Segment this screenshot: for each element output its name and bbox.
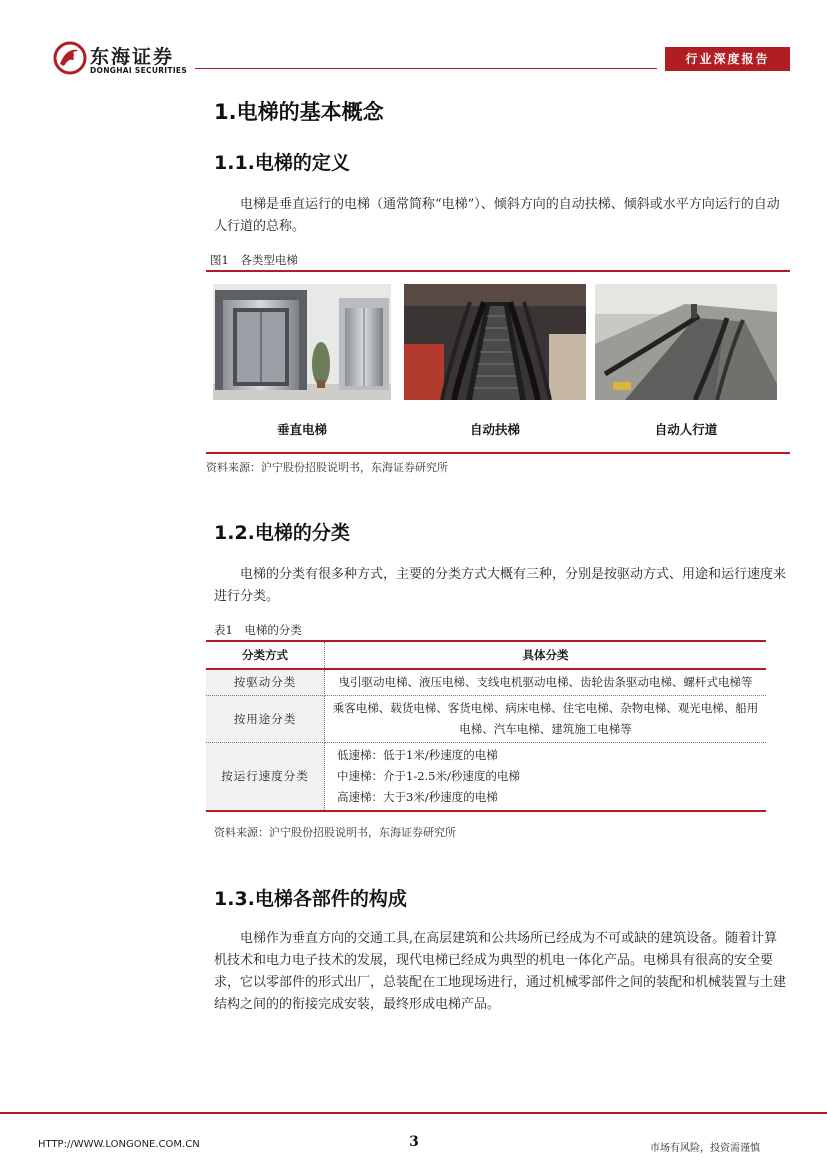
- table-row: [206, 696, 766, 743]
- figure-1-caption: 图1 各类型电梯: [210, 253, 298, 267]
- table-header-row: [206, 641, 766, 669]
- figure-label-moving-walkway: 自动人行道: [654, 422, 718, 437]
- table-row: [206, 743, 766, 812]
- figure-top-rule: [206, 270, 790, 272]
- table-cell-method: 按用途分类: [206, 696, 325, 743]
- section-1-1-title: 1.1.电梯的定义: [214, 152, 350, 174]
- logo-chinese-name: 东海证券: [90, 46, 175, 68]
- figure-bottom-rule: [206, 452, 790, 454]
- section-1-1-paragraph: 电梯是垂直运行的电梯（通常简称“电梯”）、倾斜方向的自动扶梯、倾斜或水平方向运行的自动人行道的总称。: [214, 197, 780, 234]
- table-header-method: 分类方式: [206, 641, 325, 669]
- logo-english-name: DONGHAI SECURITIES: [90, 66, 188, 75]
- table-row: [206, 669, 766, 696]
- moving-walkway-photo: [595, 284, 777, 400]
- section-1-3-title: 1.3.电梯各部件的构成: [214, 888, 407, 910]
- classification-table: [206, 640, 766, 812]
- table-cell-detail: 曳引驱动电梯、液压电梯、支线电机驱动电梯、齿轮齿条驱动电梯、螺杆式电梯等: [325, 669, 767, 696]
- dragon-logo-icon: [52, 40, 88, 76]
- table-cell-detail: 乘客电梯、载货电梯、客货电梯、病床电梯、住宅电梯、杂物电梯、观光电梯、船用电梯、汽车电梯、建筑施工电梯等: [325, 696, 767, 743]
- page-number: 3: [409, 1134, 419, 1150]
- speed-low-line: 低速梯：低于1米/秒速度的电梯: [337, 748, 498, 762]
- footer-rule: [0, 1112, 827, 1114]
- report-type-badge: 行业深度报告: [665, 47, 790, 71]
- table-header-detail: 具体分类: [325, 641, 767, 669]
- speed-mid-line: 中速梯：介于1-2.5米/秒速度的电梯: [337, 769, 520, 783]
- speed-high-line: 高速梯：大于3米/秒速度的电梯: [337, 790, 498, 804]
- table-cell-method: 按驱动分类: [206, 669, 325, 696]
- header-rule: [195, 68, 657, 69]
- table-cell-detail: [325, 743, 767, 812]
- figure-label-vertical-elevator: 垂直电梯: [276, 422, 327, 437]
- figure-1-source: 资料来源：沪宁股份招股说明书，东海证券研究所: [206, 461, 448, 474]
- figure-label-escalator: 自动扶梯: [469, 422, 520, 437]
- company-logo: [52, 40, 202, 80]
- risk-disclaimer: 市场有风险，投资需谨慎: [650, 1143, 760, 1154]
- escalator-photo: [404, 284, 586, 400]
- footer-website-link[interactable]: HTTP://WWW.LONGONE.COM.CN: [38, 1139, 200, 1150]
- table-cell-method: 按运行速度分类: [206, 743, 325, 812]
- section-1-3-paragraph: 电梯作为垂直方向的交通工具,在高层建筑和公共场所已经成为不可或缺的建筑设备。随着计算机技术和电力电子技术的发展，现代电梯已经成为典型的机电一体化产品。电梯具有很高的安全要求，它以零部件的形式出厂，总装配在工地现场进行，通过机械零部件之间的装配和机械装置与土建结构之间的的衔接完成安装，最终形成电梯产品。: [214, 931, 787, 1012]
- section-1-2-paragraph: 电梯的分类有很多种方式，主要的分类方式大概有三种，分别是按驱动方式、用途和运行速度来进行分类。: [214, 567, 787, 604]
- table-1-source: 资料来源：沪宁股份招股说明书，东海证券研究所: [214, 826, 456, 839]
- section-1-title: 1.电梯的基本概念: [214, 100, 384, 124]
- section-1-2-title: 1.2.电梯的分类: [214, 522, 350, 544]
- vertical-elevator-photo: [213, 284, 391, 400]
- table-1-caption: 表1 电梯的分类: [214, 623, 302, 637]
